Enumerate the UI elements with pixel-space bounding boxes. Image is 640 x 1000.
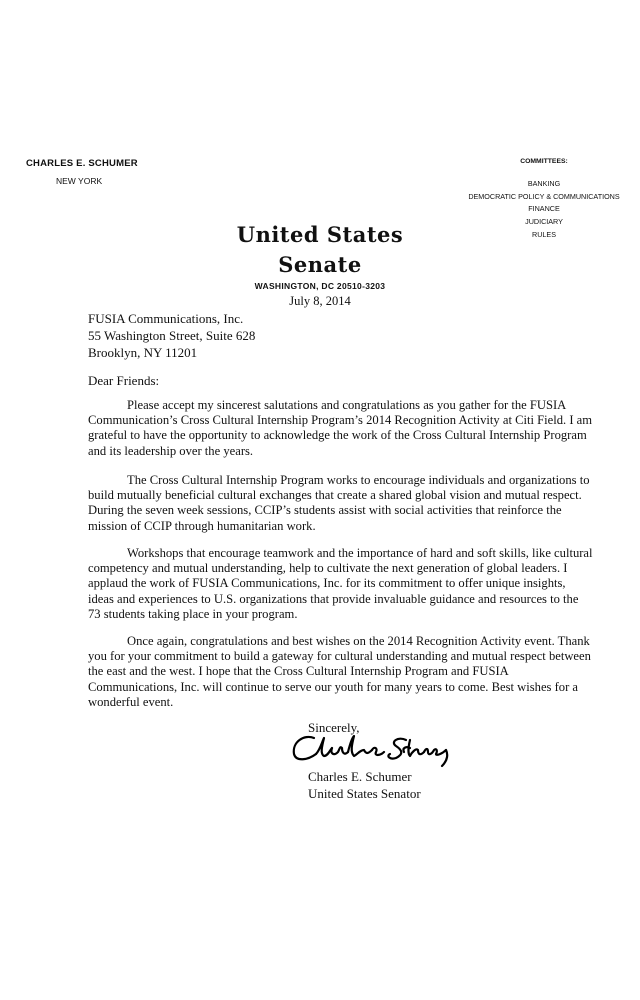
body-paragraph: Please accept my sincerest salutations and congratulations as you gather for the FUSIA Communication’s Cross Cultural Internship Program’s 2014 Recognition Activity at Citi Field. I am grateful to have the opportunity to acknowledge the work of the Cross Cultural Internship Program and its leadership over the years. (88, 398, 593, 458)
body-paragraph: Workshops that encourage teamwork and the importance of hard and soft skills, like cultural competency and mutual understanding, help to cultivate the next generation of global leaders. I applaud the work of FUSIA Communications, Inc. for its commitment to offer unique insights, ideas and experiences to U.S. organizations that provide invaluable guidance and resources to the 73 students taking place in your program. (88, 546, 593, 621)
recipient-street: 55 Washington Street, Suite 628 (88, 328, 256, 343)
committee-item: BANKING (527, 178, 561, 188)
handwritten-signature (286, 728, 456, 770)
senate-title: United States Senate (236, 222, 404, 277)
senate-address: WASHINGTON, DC 20510-3203 (254, 281, 386, 291)
salutation: Dear Friends: (88, 373, 160, 388)
signer-name: Charles E. Schumer (308, 769, 412, 784)
committees-heading: COMMITTEES: (520, 158, 568, 165)
body-paragraph: The Cross Cultural Internship Program works to encourage individuals and organizations to build mutually beneficial cultural exchanges that create a shared global vision and mutual respect. During the seven week sessions, CCIP’s students assist with social activities that reinforce the mission of CCIP through humanitarian work. (88, 473, 590, 533)
recipient-address (88, 310, 255, 361)
recipient-name: FUSIA Communications, Inc. (88, 311, 244, 326)
committee-item: FINANCE (528, 204, 560, 214)
committee-item: RULES (532, 229, 556, 239)
signer-title: United States Senator (308, 786, 421, 801)
recipient-city: Brooklyn, NY 11201 (88, 345, 198, 360)
letterhead (200, 220, 440, 309)
senator-state: NEW YORK (56, 176, 103, 186)
senator-name: CHARLES E. SCHUMER (26, 158, 138, 169)
committee-item: JUDICIARY (525, 217, 563, 227)
committee-item: DEMOCRATIC POLICY & COMMUNICATIONS (468, 191, 620, 201)
closing: Sincerely, (308, 720, 360, 735)
signer-block (308, 768, 421, 802)
body-paragraph: Once again, congratulations and best wishes on the 2014 Recognition Activity event. Thank you for your commitment to build a gateway for cultural understanding and mutual respect between the east and the west. I hope that the Cross Cultural Internship Program and FUSIA Communications, Inc. will continue to serve our youth for many years to come. Best wishes for a wonderful event. (88, 634, 591, 709)
letter-date: July 8, 2014 (289, 294, 351, 308)
committees-list (462, 156, 626, 242)
